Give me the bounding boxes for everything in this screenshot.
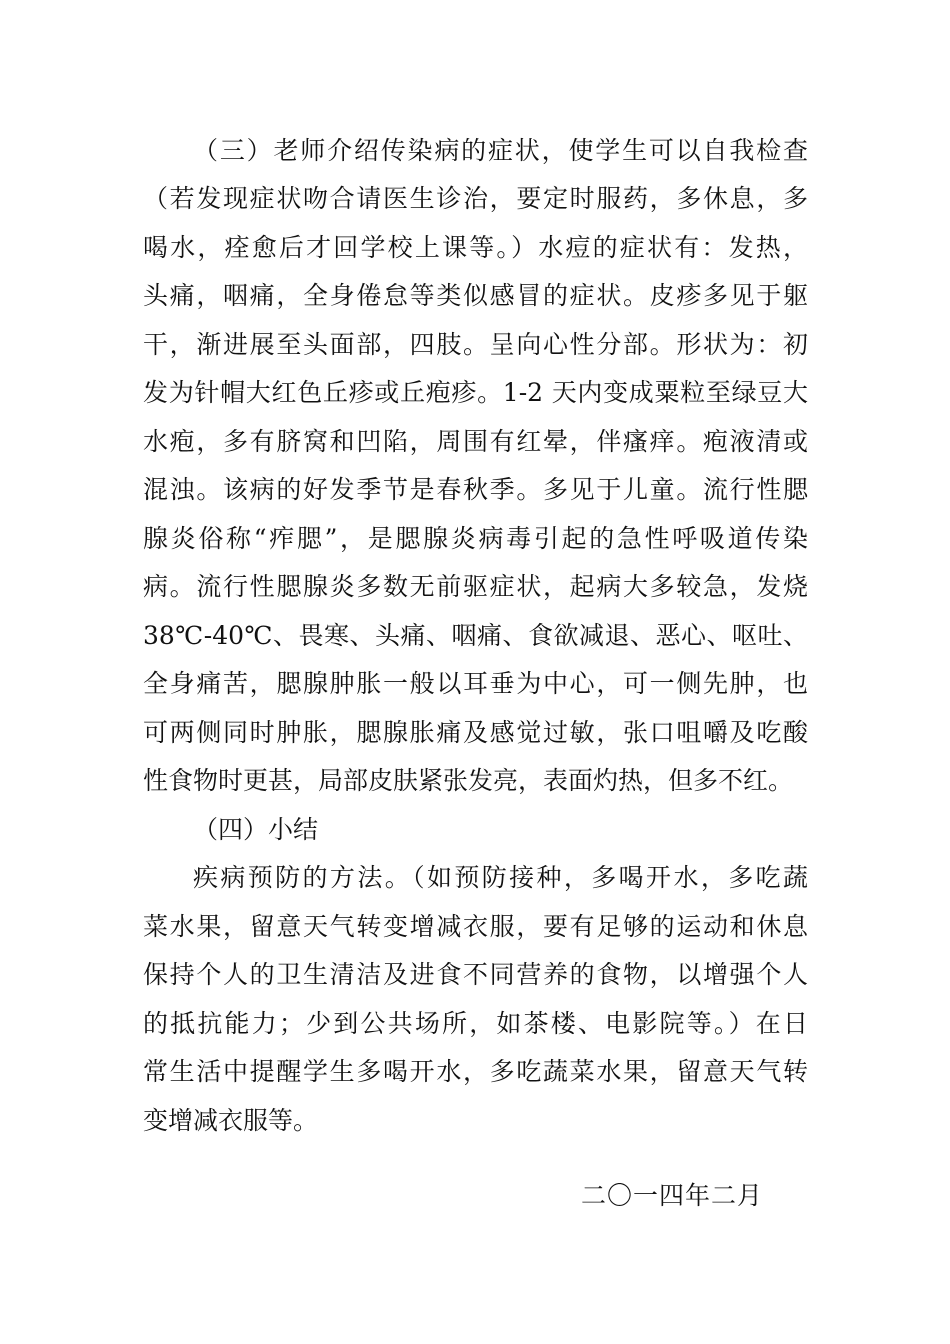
paragraph-line: 疾病预防的方法。（如预防接种，多喝开水，多吃蔬 xyxy=(193,863,808,892)
paragraph-line: 发为针帽大红色丘疹或丘疱疹。1-2 天内变成粟粒至绿豆大 xyxy=(143,378,808,407)
paragraph-line: 38℃-40℃、畏寒、头痛、咽痛、食欲减退、恶心、呕吐、 xyxy=(143,621,808,650)
paragraph-line: （三）老师介绍传染病的症状，使学生可以自我检查 xyxy=(193,136,808,165)
section-heading: （四）小结 xyxy=(193,815,319,844)
paragraph-line: 病。流行性腮腺炎多数无前驱症状，起病大多较急，发烧 xyxy=(143,572,808,601)
paragraph-line: 水疱，多有脐窝和凹陷，周围有红晕，伴瘙痒。疱液清或 xyxy=(143,427,808,456)
document-date: 二〇一四年二月 xyxy=(581,1181,764,1210)
paragraph-line: 性食物时更甚，局部皮肤紧张发亮，表面灼热，但多不红。 xyxy=(143,766,794,795)
paragraph-line: 头痛，咽痛，全身倦怠等类似感冒的症状。皮疹多见于躯 xyxy=(143,281,808,310)
paragraph-line: 全身痛苦，腮腺肿胀一般以耳垂为中心，可一侧先肿，也 xyxy=(143,669,808,698)
paragraph-line: 喝水，痊愈后才回学校上课等。）水痘的症状有：发热， xyxy=(143,233,808,262)
paragraph-line: 干，渐进展至头面部，四肢。呈向心性分部。形状为：初 xyxy=(143,330,808,359)
paragraph-line: 混浊。该病的好发季节是春秋季。多见于儿童。流行性腮 xyxy=(143,475,808,504)
paragraph-line: 常生活中提醒学生多喝开水，多吃蔬菜水果，留意天气转 xyxy=(143,1057,808,1086)
paragraph-line: 菜水果，留意天气转变增减衣服，要有足够的运动和休息 xyxy=(143,912,808,941)
paragraph-line: 腺炎俗称“痄腮”，是腮腺炎病毒引起的急性呼吸道传染 xyxy=(143,524,808,553)
paragraph-line: 可两侧同时肿胀，腮腺胀痛及感觉过敏，张口咀嚼及吃酸 xyxy=(143,718,808,747)
paragraph-line: 的抵抗能力；少到公共场所，如茶楼、电影院等。）在日 xyxy=(143,1009,808,1038)
paragraph-line: 保持个人的卫生清洁及进食不同营养的食物，以增强个人 xyxy=(143,960,808,989)
paragraph-line: 变增减衣服等。 xyxy=(143,1106,319,1135)
paragraph-line: （若发现症状吻合请医生诊治，要定时服药，多休息，多 xyxy=(143,184,808,213)
